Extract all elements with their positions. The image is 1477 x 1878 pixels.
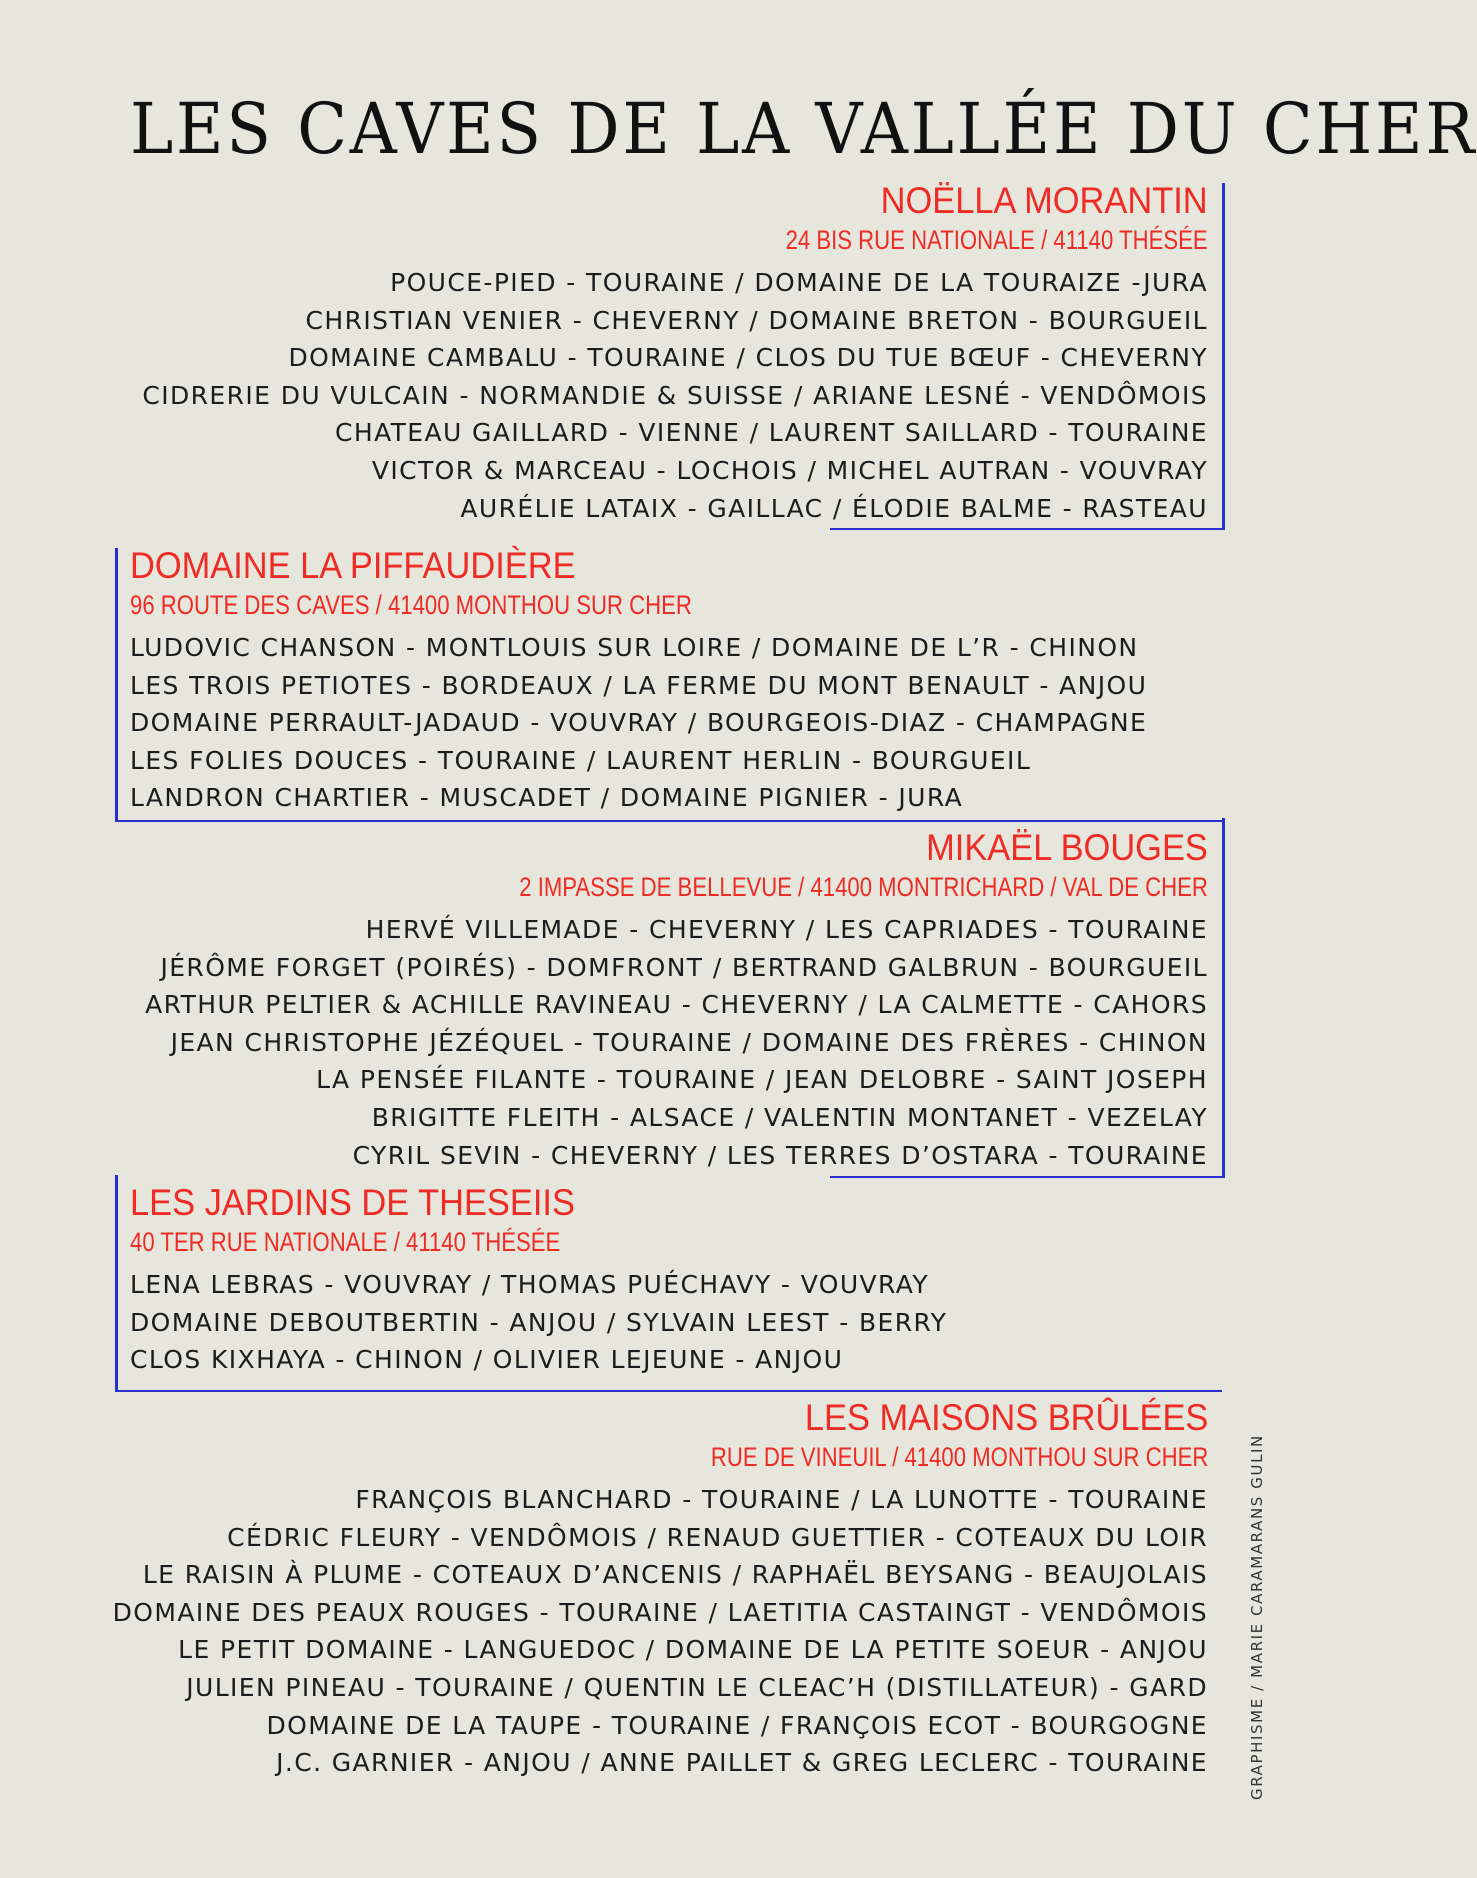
producer-line: DOMAINE DES PEAUX ROUGES - TOURAINE / LAETITIA CASTAINGT - VENDÔMOIS	[112, 1597, 1208, 1627]
producer-line: AURÉLIE LATAIX - GAILLAC / ÉLODIE BALME - RASTEAU	[460, 493, 1208, 523]
producer-line: LA PENSÉE FILANTE - TOURAINE / JEAN DELOBRE - SAINT JOSEPH	[316, 1065, 1208, 1095]
producer-line: DOMAINE DEBOUTBERTIN - ANJOU / SYLVAIN LEEST - BERRY	[130, 1307, 948, 1337]
producer-line: LE PETIT DOMAINE - LANGUEDOC / DOMAINE DE LA PETITE SOEUR - ANJOU	[178, 1635, 1208, 1665]
section-name: LES JARDINS DE THESEIIS	[130, 1182, 575, 1223]
producer-line: LUDOVIC CHANSON - MONTLOUIS SUR LOIRE / DOMAINE DE L’R - CHINON	[130, 633, 1139, 662]
producer-list	[130, 1266, 947, 1379]
producer-line: LANDRON CHARTIER - MUSCADET / DOMAINE PIGNIER - JURA	[130, 783, 964, 813]
section-name: DOMAINE LA PIFFAUDIÈRE	[130, 545, 576, 586]
producer-line: BRIGITTE FLEITH - ALSACE / VALENTIN MONTANET - VEZELAY	[371, 1102, 1208, 1132]
producer-line: J.C. GARNIER - ANJOU / ANNE PAILLET & GREG LECLERC - TOURAINE	[276, 1748, 1208, 1778]
producer-line: LE RAISIN À PLUME - COTEAUX D’ANCENIS / RAPHAËL BEYSANG - BEAUJOLAIS	[142, 1560, 1208, 1590]
section-domaine-la-piffaudiere	[130, 543, 1147, 817]
section-address: 24 BIS RUE NATIONALE / 41140 THÉSÉE	[785, 225, 1208, 255]
producer-line: DOMAINE DE LA TAUPE - TOURAINE / FRANÇOIS ECOT - BOURGOGNE	[266, 1710, 1208, 1740]
section-les-maisons-brulees	[113, 1395, 1208, 1782]
producer-line: JULIEN PINEAU - TOURAINE / QUENTIN LE CLEAC’H (DISTILLATEUR) - GARD	[186, 1672, 1208, 1702]
page-title: LES CAVES DE LA VALLÉE DU CHER	[130, 88, 1477, 170]
producer-list	[113, 1481, 1208, 1782]
producer-list	[145, 911, 1208, 1174]
producer-line: CÉDRIC FLEURY - VENDÔMOIS / RENAUD GUETTIER - COTEAUX DU LOIR	[227, 1522, 1208, 1552]
producer-line: POUCE-PIED - TOURAINE / DOMAINE DE LA TOURAIZE -JURA	[390, 268, 1208, 297]
section-address: 96 ROUTE DES CAVES / 41400 MONTHOU SUR CHER	[130, 590, 692, 620]
producer-line: JÉRÔME FORGET (POIRÉS) - DOMFRONT / BERTRAND GALBRUN - BOURGUEIL	[160, 952, 1208, 982]
producer-line: CYRIL SEVIN - CHEVERNY / LES TERRES D’OSTARA - TOURAINE	[352, 1140, 1208, 1170]
section-address: RUE DE VINEUIL / 41400 MONTHOU SUR CHER	[710, 1442, 1208, 1472]
section-noella-morantin	[142, 178, 1208, 527]
producer-line: FRANÇOIS BLANCHARD - TOURAINE / LA LUNOTTE - TOURAINE	[355, 1485, 1208, 1514]
design-credit: GRAPHISME / MARIE CARAMARANS GULIN	[1248, 1434, 1266, 1800]
producer-line: CLOS KIXHAYA - CHINON / OLIVIER LEJEUNE - ANJOU	[130, 1345, 844, 1375]
section-les-jardins-de-theseiis	[130, 1180, 947, 1379]
producer-line: DOMAINE PERRAULT-JADAUD - VOUVRAY / BOURGEOIS-DIAZ - CHAMPAGNE	[130, 708, 1148, 738]
producer-line: VICTOR & MARCEAU - LOCHOIS / MICHEL AUTRAN - VOUVRAY	[371, 455, 1208, 485]
producer-list	[142, 264, 1208, 527]
producer-line: HERVÉ VILLEMADE - CHEVERNY / LES CAPRIADES - TOURAINE	[365, 915, 1208, 944]
section-name: LES MAISONS BRÛLÉES	[804, 1397, 1208, 1438]
producer-line: CIDRERIE DU VULCAIN - NORMANDIE & SUISSE / ARIANE LESNÉ - VENDÔMOIS	[142, 380, 1208, 410]
section-address: 40 TER RUE NATIONALE / 41140 THÉSÉE	[130, 1227, 561, 1257]
producer-line: CHATEAU GAILLARD - VIENNE / LAURENT SAILLARD - TOURAINE	[335, 418, 1208, 448]
producer-line: ARTHUR PELTIER & ACHILLE RAVINEAU - CHEVERNY / LA CALMETTE - CAHORS	[145, 990, 1208, 1020]
producer-line: LES TROIS PETIOTES - BORDEAUX / LA FERME DU MONT BENAULT - ANJOU	[130, 670, 1148, 700]
section-address: 2 IMPASSE DE BELLEVUE / 41400 MONTRICHARD / VAL DE CHER	[519, 872, 1208, 902]
producer-line: DOMAINE CAMBALU - TOURAINE / CLOS DU TUE BŒUF - CHEVERNY	[288, 343, 1208, 373]
section-mikael-bouges	[145, 825, 1208, 1174]
producer-line: CHRISTIAN VENIER - CHEVERNY / DOMAINE BRETON - BOURGUEIL	[305, 305, 1208, 335]
producer-line: LENA LEBRAS - VOUVRAY / THOMAS PUÉCHAVY - VOUVRAY	[130, 1270, 930, 1299]
producer-line: LES FOLIES DOUCES - TOURAINE / LAURENT HERLIN - BOURGUEIL	[130, 745, 1032, 775]
section-name: NOËLLA MORANTIN	[881, 180, 1208, 221]
producer-list	[130, 629, 1147, 817]
producer-line: JEAN CHRISTOPHE JÉZÉQUEL - TOURAINE / DOMAINE DES FRÈRES - CHINON	[170, 1027, 1208, 1057]
section-name: MIKAËL BOUGES	[926, 827, 1208, 868]
